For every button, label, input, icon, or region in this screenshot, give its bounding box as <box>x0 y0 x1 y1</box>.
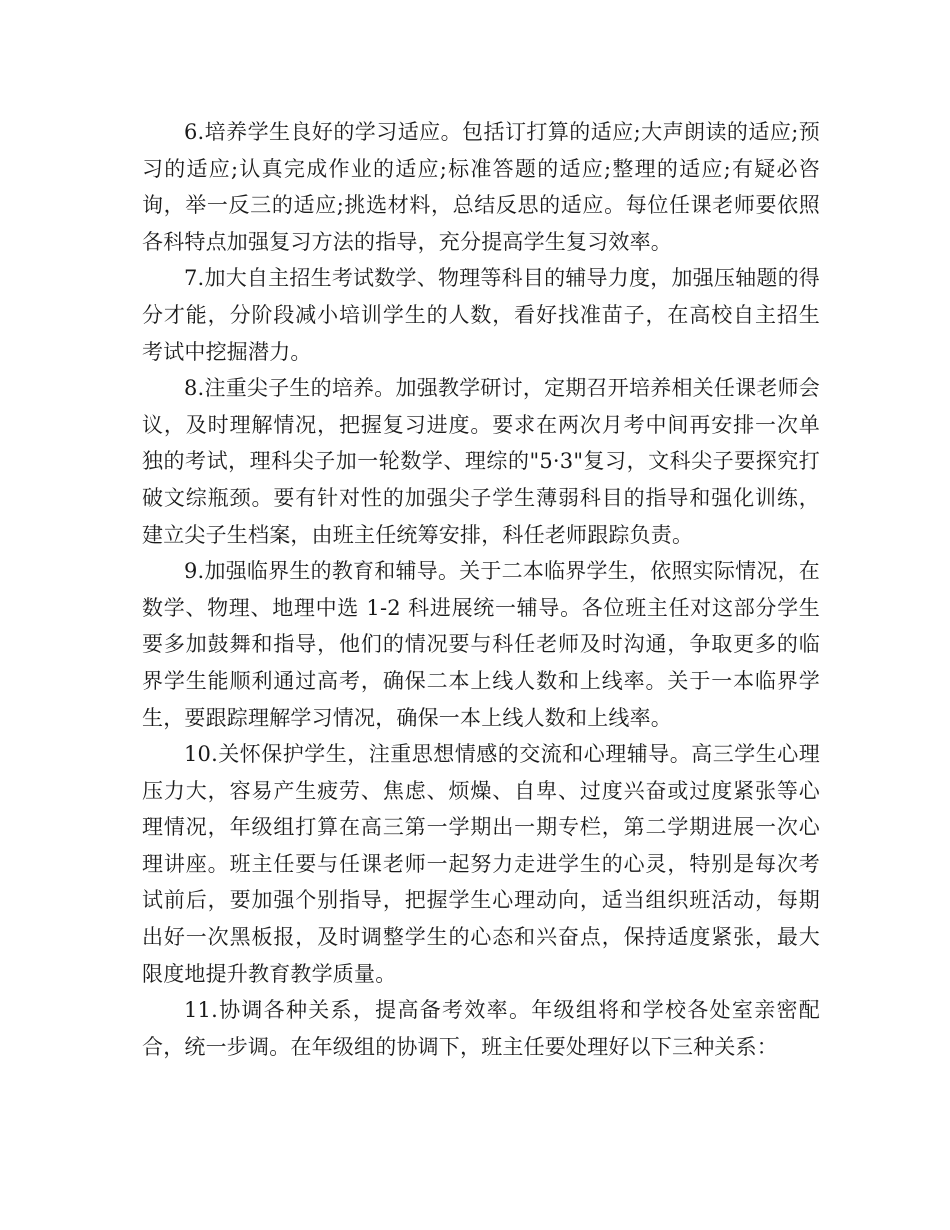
paragraph-11: 11.协调各种关系，提高备考效率。年级组将和学校各处室亲密配合，统一步调。在年级组的协调下，班主任要处理好以下三种关系： <box>142 998 820 1059</box>
paragraph-9: 9.加强临界生的教育和辅导。关于二本临界学生，依照实际情况，在数学、物理、地理中选 1-2 科进展统一辅导。各位班主任对这部分学生要多加鼓舞和指导，他们的情况要与科任老师及时沟通，争取更多的临界学生能顺利通过高考，确保二本上线人数和上线率。关于一本临界学生，要跟踪理解学习情况，确保一本上线人数和上线率。 <box>142 559 820 730</box>
paragraph-8: 8.注重尖子生的培养。加强教学研讨，定期召开培养相关任课老师会议，及时理解情况，把握复习进度。要求在两次月考中间再安排一次单独的考试，理科尖子加一轮数学、理综的"5·3"复习，文科尖子要探究打破文综瓶颈。要有针对性的加强尖子学生薄弱科目的指导和强化训练，建立尖子生档案，由班主任统筹安排，科任老师跟踪负责。 <box>142 376 820 547</box>
document-body <box>142 114 820 1065</box>
paragraph-6: 6.培养学生良好的学习适应。包括订打算的适应;大声朗读的适应;预习的适应;认真完成作业的适应;标准答题的适应;整理的适应;有疑必咨询，举一反三的适应;挑选材料，总结反思的适应。每位任课老师要依照各科特点加强复习方法的指导，充分提高学生复习效率。 <box>142 120 820 254</box>
paragraph-10: 10.关怀保护学生，注重思想情感的交流和心理辅导。高三学生心理压力大，容易产生疲劳、焦虑、烦燥、自卑、过度兴奋或过度紧张等心理情况，年级组打算在高三第一学期出一期专栏，第二学期进展一次心理讲座。班主任要与任课老师一起努力走进学生的心灵，特别是每次考试前后，要加强个别指导，把握学生心理动向，适当组织班活动，每期出好一次黑板报，及时调整学生的心态和兴奋点，保持适度紧张，最大限度地提升教育教学质量。 <box>142 742 820 986</box>
paragraph-7: 7.加大自主招生考试数学、物理等科目的辅导力度，加强压轴题的得分才能，分阶段减小培训学生的人数，看好找准苗子，在高校自主招生考试中挖掘潜力。 <box>142 266 820 364</box>
